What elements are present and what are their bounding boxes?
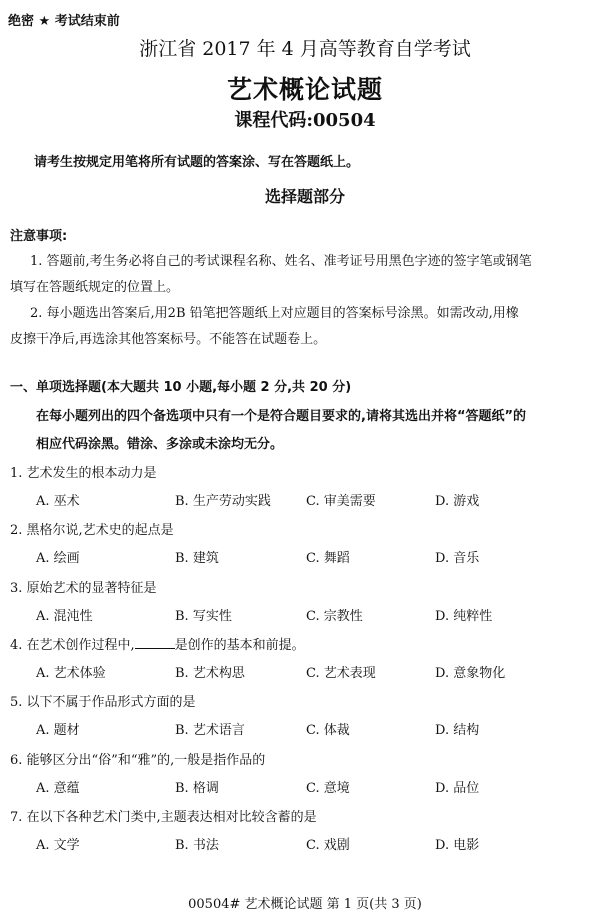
option-d: D. 电影 bbox=[435, 838, 480, 853]
question-text-end: 是创作的基本和前提。 bbox=[174, 638, 305, 653]
option-c: C. 宗教性 bbox=[306, 609, 363, 624]
option-c: C. 舞蹈 bbox=[306, 551, 350, 566]
option-a: A. 题材 bbox=[36, 723, 80, 738]
question-text-start: 4. 在艺术创作过程中, bbox=[10, 638, 135, 653]
option-a: A. 艺术体验 bbox=[36, 666, 106, 681]
course-code: 课程代码:00504 bbox=[234, 110, 376, 131]
option-a: A. 绘画 bbox=[36, 551, 80, 566]
option-c: C. 戏剧 bbox=[306, 838, 350, 853]
page-footer: 00504# 艺术概论试题 第 1 页(共 3 页) bbox=[188, 897, 422, 912]
option-b: B. 生产劳动实践 bbox=[175, 494, 271, 509]
exam-title: 浙江省 2017 年 4 月高等教育自学考试 bbox=[139, 38, 471, 60]
option-a: A. 意蕴 bbox=[36, 781, 80, 796]
option-d: D. 游戏 bbox=[435, 494, 480, 509]
section-description: 相应代码涂黑。错涂、多涂或未涂均无分。 bbox=[36, 437, 284, 452]
section-heading: 一、单项选择题(本大题共 10 小题,每小题 2 分,共 20 分) bbox=[10, 380, 352, 395]
notes-heading: 注意事项: bbox=[10, 229, 68, 244]
option-a: A. 巫术 bbox=[36, 494, 80, 509]
part-title: 选择题部分 bbox=[264, 187, 345, 206]
section-description: 在每小题列出的四个备选项中只有一个是符合题目要求的,请将其选出并将“答题纸”的 bbox=[36, 409, 527, 424]
option-c: C. 意境 bbox=[306, 781, 350, 796]
option-c: C. 体裁 bbox=[306, 723, 350, 738]
note-line: 填写在答题纸规定的位置上。 bbox=[10, 280, 180, 295]
confidential-label: 绝密 ★ 考试结束前 bbox=[8, 14, 120, 29]
option-d: D. 音乐 bbox=[435, 551, 480, 566]
note-line: 1. 答题前,考生务必将自己的考试课程名称、姓名、准考证号用黑色字迹的签字笔或钢笔 bbox=[30, 254, 532, 269]
option-b: B. 格调 bbox=[175, 781, 219, 796]
note-line: 2. 每小题选出答案后,用2B 铅笔把答题纸上对应题目的答案标号涂黑。如需改动,用橡 bbox=[30, 306, 519, 321]
question-text bbox=[10, 634, 305, 653]
note-line: 皮擦干净后,再选涂其他答案标号。不能答在试题卷上。 bbox=[10, 332, 327, 347]
option-a: A. 文学 bbox=[36, 838, 80, 853]
option-b: B. 写实性 bbox=[175, 609, 232, 624]
question-text: 2. 黑格尔说,艺术史的起点是 bbox=[10, 523, 174, 538]
option-b: B. 艺术语言 bbox=[175, 723, 245, 738]
option-a: A. 混沌性 bbox=[36, 609, 93, 624]
option-c: C. 审美需要 bbox=[306, 494, 376, 509]
option-b: B. 建筑 bbox=[175, 551, 219, 566]
paper-title: 艺术概论试题 bbox=[226, 75, 383, 104]
fill-in-blank bbox=[135, 636, 175, 649]
option-c: C. 艺术表现 bbox=[306, 666, 376, 681]
question-text: 5. 以下不属于作品形式方面的是 bbox=[10, 695, 196, 710]
option-b: B. 艺术构思 bbox=[175, 666, 245, 681]
instruction-text: 请考生按规定用笔将所有试题的答案涂、写在答题纸上。 bbox=[34, 155, 360, 170]
question-text: 6. 能够区分出“俗”和“雅”的,一般是指作品的 bbox=[10, 753, 266, 768]
option-d: D. 结构 bbox=[435, 723, 480, 738]
option-b: B. 书法 bbox=[175, 838, 219, 853]
question-text: 1. 艺术发生的根本动力是 bbox=[10, 466, 157, 481]
option-d: D. 品位 bbox=[435, 781, 480, 796]
option-d: D. 纯粹性 bbox=[435, 609, 493, 624]
question-text: 7. 在以下各种艺术门类中,主题表达相对比较含蓄的是 bbox=[10, 810, 317, 825]
option-d: D. 意象物化 bbox=[435, 666, 506, 681]
question-text: 3. 原始艺术的显著特征是 bbox=[10, 581, 157, 596]
